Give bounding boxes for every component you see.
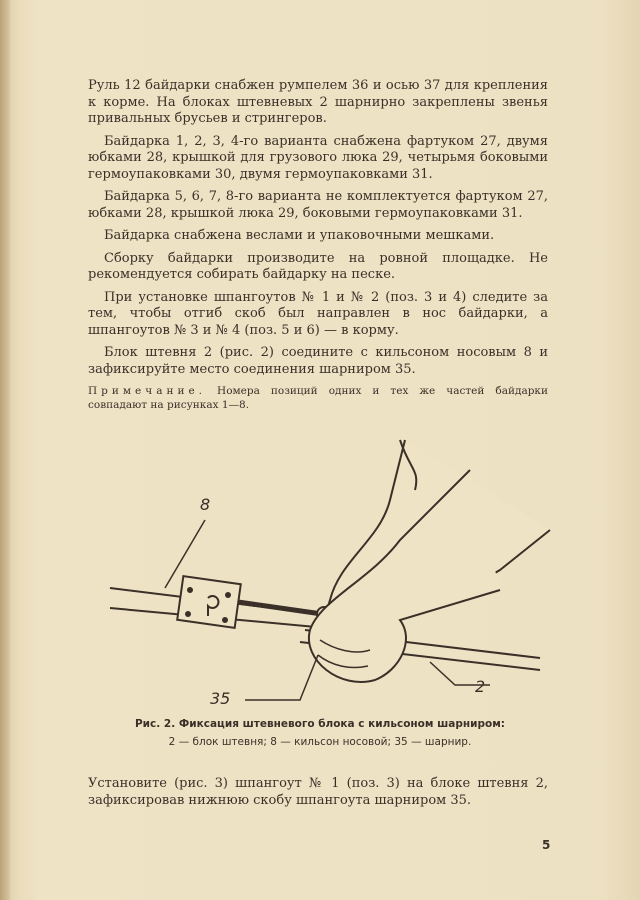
hinge-pin	[238, 602, 322, 614]
body-text	[88, 78, 548, 412]
label-8: 8	[200, 495, 211, 514]
note-text: Номера позиций одних и тех же частей байдарки совпадают на рисунках 1—8.	[88, 385, 548, 411]
rivet-3	[185, 611, 191, 617]
bottom-paragraph: Установите (рис. 3) шпангоут № 1 (поз. 3) на блоке штевня 2, зафиксировав нижнюю скобу шпангоута шарниром 35.	[88, 776, 548, 808]
paragraph-7: Блок штевня 2 (рис. 2) соедините с кильсоном носовым 8 и зафиксируйте место соединения шарниром 35.	[88, 345, 548, 377]
paragraph-1: Руль 12 байдарки снабжен румпелем 36 и осью 37 для крепления к корме. На блоках штевневых 2 шарнирно закреплены звенья привальных брусьев и стрингеров.	[88, 78, 548, 126]
paragraph-4: Байдарка снабжена веслами и упаковочными мешками.	[104, 228, 495, 243]
rivet-2	[225, 592, 231, 598]
paragraph-6: При установке шпангоутов № 1 и № 2 (поз. 3 и 4) следите за тем, чтобы отгиб скоб был направлен в нос байдарки, а шпангоутов № 3 и № 4 (поз. 5 и 6) — в корму.	[88, 289, 548, 338]
page-fold-shadow	[0, 0, 10, 900]
rivet-1	[187, 587, 193, 593]
figure-caption	[0, 718, 640, 748]
note-label: Примечание.	[88, 385, 207, 397]
caption-title: Рис. 2. Фиксация штевневого блока с кильсоном шарниром:	[134, 718, 506, 730]
label-35: 35	[210, 689, 231, 708]
figure-2-drawing	[70, 430, 570, 730]
hinge-plate	[177, 576, 241, 628]
paragraph-5: Сборку байдарки производите на ровной площадке. Не рекомендуется собирать байдарку на песке.	[88, 250, 548, 282]
paragraph-2: Байдарка 1, 2, 3, 4-го варианта снабжена фартуком 27, двумя юбками 28, крышкой для грузового люка 29, четырьмя боковыми гермоупаковками 30, двумя гермоупаковками 31.	[88, 133, 548, 182]
label-2: 2	[475, 677, 486, 696]
leader-35	[245, 655, 318, 700]
rivet-4	[222, 617, 228, 623]
note	[88, 384, 548, 412]
paragraph-3: Байдарка 5, 6, 7, 8-го варианта не комплектуется фартуком 27, юбками 28, крышкой люка 29, боковыми гермоупаковками 31.	[88, 189, 548, 221]
caption-legend: 2 — блок штевня; 8 — кильсон носовой; 35 — шарнир.	[168, 736, 472, 748]
page-number: 5	[542, 838, 551, 852]
